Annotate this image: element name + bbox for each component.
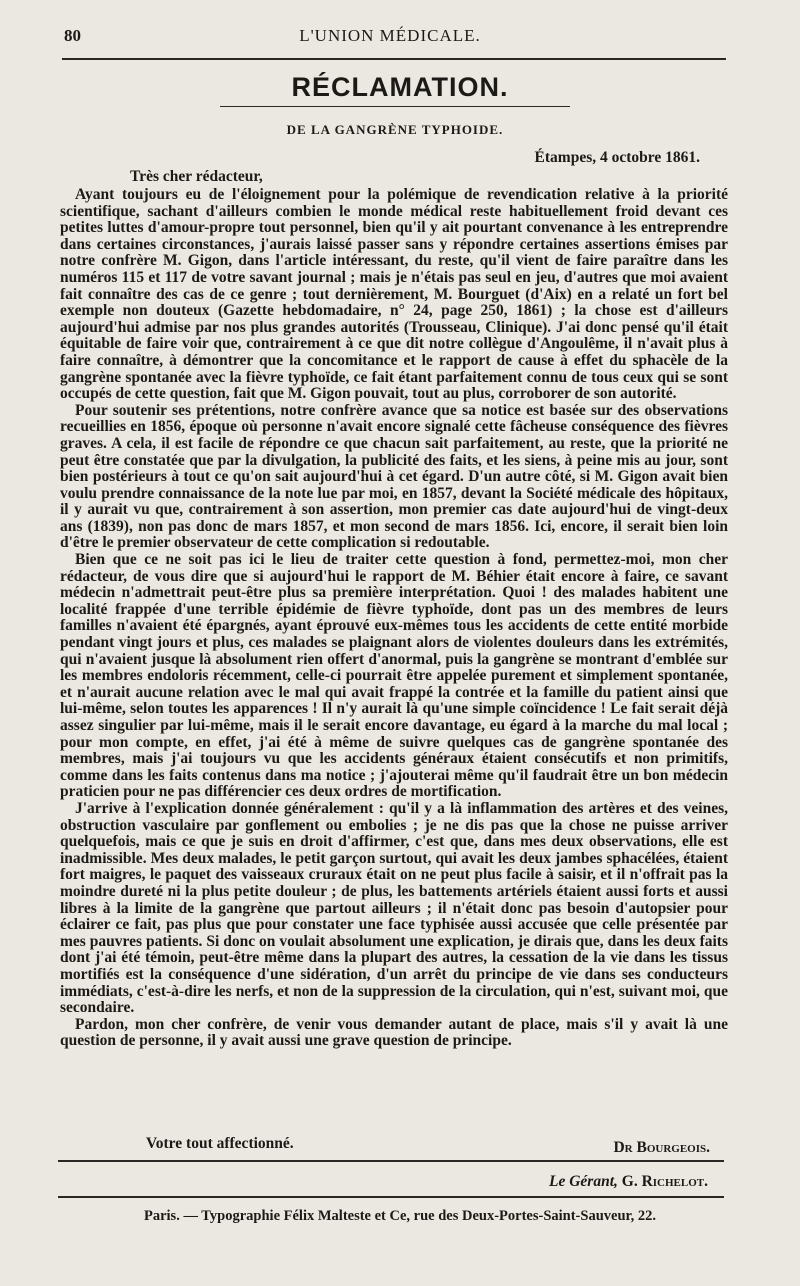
paragraph: Pour soutenir ses prétentions, notre confrère avance que sa notice est basée sur des observations recueillies en 1856, époque où personne n'avait encore signalé cette fâcheuse conséquence des fièvres graves. A cela, il est facile de répondre ce que chacun sait parfaitement, au reste, que la priorité ne peut être constatée que par la divulgation, la publicité des faits, et les siens, à peine mis au jour, sont bien postérieurs à tout ce qu'on sait aujourd'hui à cet égard. D'un autre côté, si M. Gigon avait bien voulu prendre connaissance de la note lue par moi, en 1857, devant la Société médicale des hôpitaux, il y aurait vu que, contrairement à son assertion, mon premier cas date aujourd'hui de vingt-deux ans (1839), non pas donc de mars 1857, et mon second de mars 1856. Ici, encore, il serait bien loin d'être le premier observateur de cette complication si redoutable. [60,401,728,552]
journal-title: L'UNION MÉDICALE. [299,26,481,45]
signature: Dr Bourgeois. [613,1139,710,1156]
footer-rule-bottom [58,1196,724,1198]
closing-salutation: Votre tout affectionné. [146,1135,294,1152]
footer-rule-top [58,1160,724,1162]
closing-block [60,1135,728,1156]
salutation: Très cher rédacteur, [130,168,263,185]
article-subtitle: DE LA GANGRÈNE TYPHOIDE. [286,122,504,137]
gerant-name: G. Richelot. [621,1173,708,1190]
paragraph: Pardon, mon cher confrère, de venir vous demander autant de place, mais s'il y avait là une question de personne, il y avait aussi une grave question de principe. [60,1015,728,1050]
gerant-label: Le Gérant, [549,1173,618,1190]
paragraph: Bien que ce ne soit pas ici le lieu de traiter cette question à fond, permettez-moi, mon cher rédacteur, de vous dire que si aujourd'hui le rapport de M. Béhier était encore à faire, ce savant médecin n'admettrait peut-être plus sa première interprétation. Quoi ! des malades habitent une localité frappée d'une terrible épidémie de fièvre typhoïde, dont pas un des membres de leurs familles n'avaient été épargnés, ayant éprouvé eux-mêmes tous les accidents de cette entité morbide pendant vingt jours et plus, ces malades se plaignant alors de violentes douleurs dans les extrémités, qui n'avaient jusque là absolument rien offert d'anormal, puis la gangrène se montrant d'emblée sur les membres endoloris récemment, celle-ci pourrait être appelée purement et simplement spontanée, et n'aurait aucune relation avec le mal qui avait frappé la contrée et la famille du patient ainsi que lui-même, selon toutes les apparences ! Il n'y aurait là qu'une simple coïncidence ! Le fait serait déjà assez singulier par lui-même, mais il le serait encore davantage, eu égard à la marche du mal local ; pour mon compte, en effet, j'ai été à même de suivre quelques cas de gangrène spontanée des membres, mais j'ai toujours vu que les accidents généraux étaient consécutifs et non primitifs, comme dans les faits contenus dans ma notice ; j'ajouterai même qu'il faudrait être un bon médecin praticien pour ne pas différencier ces deux ordres de mortification. [60,551,728,801]
header-rule [62,58,726,60]
article-body [60,187,728,1050]
page-header [60,24,720,50]
title-rule [220,106,570,107]
gerant-line [549,1173,708,1191]
page-number: 80 [64,26,81,45]
paragraph: J'arrive à l'explication donnée généralement : qu'il y a là inflammation des artères et des veines, obstruction vasculaire par gonflement ou embolies ; je ne dis pas que la chose ne puisse arriver quelquefois, mais ce que je suis en droit d'affirmer, c'est que, dans mes deux observations, elle est inadmissible. Mes deux malades, le petit garçon surtout, qui avait les deux jambes sphacélées, étaient fort maigres, le paquet des vaisseaux cruraux était on ne peut plus facile à saisir, et il n'offrait pas la moindre dureté ni la plus petite douleur ; de plus, les battements artériels étaient aussi forts et aussi libres à la limite de la gangrène que partout ailleurs ; il n'était donc pas besoin d'autopsier pour éclairer ce fait, pas plus que pour constater une face typhisée aussi accusée que celle présentée par mes pauvres patients. Si donc on voulait absolument une explication, je dirais que, dans les deux faits dont j'ai été témoin, peut-être même dans la plupart des autres, la cessation de la vie dans les tissus mortifiés est la conséquence d'une sidération, d'un arrêt du principe de vie dans ses conducteurs immédiats, c'est-à-dire les nerfs, et non de la suppression de la circulation, qui n'est, suivant moi, que secondaire. [60,799,728,1017]
article-title: RÉCLAMATION. [291,72,509,102]
dateline: Étampes, 4 octobre 1861. [534,149,700,166]
paragraph: Ayant toujours eu de l'éloignement pour la polémique de revendication relative à la priorité scientifique, sachant d'ailleurs combien le monde médical reste habituellement froid devant ces petites luttes d'amour-propre tout personnel, bien qu'il y ait pourtant convenance à les entreprendre dans certaines circonstances, j'aurais laissé passer sans y répondre certaines assertions émises par notre confrère M. Gigon, dans l'article intéressant, du reste, qu'il vient de faire paraître dans les numéros 115 et 117 de votre savant journal ; mais je n'étais pas seul en jeu, d'autres que moi avaient fait connaître des cas de ce genre ; tout dernièrement, M. Bourguet (d'Aix) en a relaté un fort bel exemple non douteux (Gazette hebdomadaire, n° 24, page 250, 1861) ; la chose est d'ailleurs aujourd'hui admise par nos plus grandes autorités (Trousseau, Clinique). J'ai donc pensé qu'il était équitable de faire voir que, contrairement à ce que dit notre collègue d'Angoulême, il n'avait plus à faire connaître, à démontrer que la concomitance et le rapport de cause à effet du sphacèle de la gangrène spontanée avec la fièvre typhoïde, ce fait étant parfaitement connu de tous ceux qui se sont occupés de cette question, fait que M. Gigon pouvait, tout au plus, corroborer de son autorité. [60,186,728,403]
printer-imprint: Paris. — Typographie Félix Malteste et Ce, rue des Deux-Portes-Saint-Sauveur, 22. [143,1208,656,1224]
